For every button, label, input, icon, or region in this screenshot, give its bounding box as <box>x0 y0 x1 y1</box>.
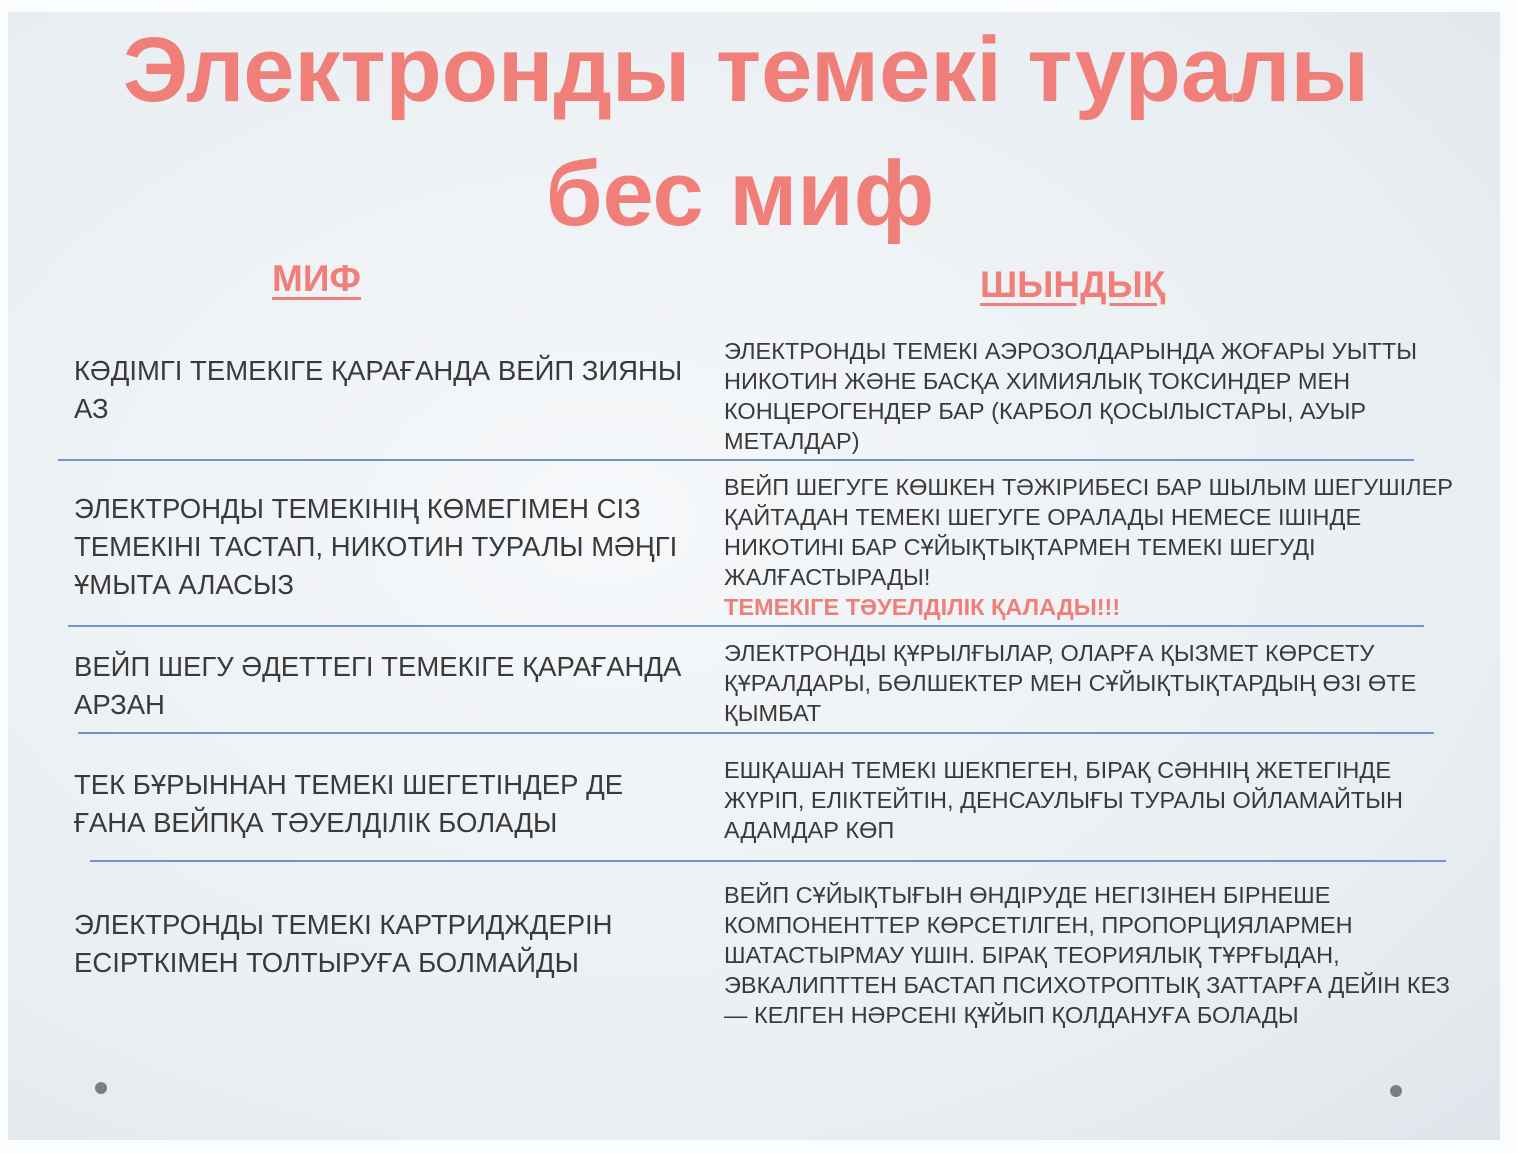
fact-text-2: ВЕЙП ШЕГУГЕ КӨШКЕН ТӘЖІРИБЕСІ БАР ШЫЛЫМ ШЕГУШІЛЕР ҚАЙТАДАН ТЕМЕКІ ШЕГУГЕ ОРАЛАДЫ НЕМЕСЕ ІШІНДЕ НИКОТИНІ БАР СҰЙЫҚТЫҚТАРМЕН ТЕМЕКІ ШЕГУДІ ЖАЛҒАСТЫРАДЫ! <box>724 474 1453 590</box>
row-divider-4 <box>90 860 1446 862</box>
myth-text-3: ВЕЙП ШЕГУ ӘДЕТТЕГІ ТЕМЕКІГЕ ҚАРАҒАНДА АРЗАН <box>74 651 682 720</box>
mounting-hole-right <box>1390 1085 1402 1097</box>
myth-text-5: ЭЛЕКТРОНДЫ ТЕМЕКІ КАРТРИДЖДЕРІН ЕСІРТКІМЕН ТОЛТЫРУҒА БОЛМАЙДЫ <box>74 909 613 978</box>
mounting-hole-left <box>95 1082 107 1094</box>
row-divider-1 <box>58 459 1414 461</box>
fact-text-3: ЭЛЕКТРОНДЫ ҚҰРЫЛҒЫЛАР, ОЛАРҒА ҚЫЗМЕТ КӨРСЕТУ ҚҰРАЛДАРЫ, БӨЛШЕКТЕР МЕН СҰЙЫҚТЫҚТАРДЫҢ ӨЗІ ӨТЕ ҚЫМБАТ <box>724 640 1417 726</box>
fact-block-2 <box>724 472 1464 622</box>
title-line-1: Электронды темекі туралы <box>122 19 1370 121</box>
column-header-fact: ШЫНДЫҚ <box>980 264 1166 305</box>
myth-text-2: ЭЛЕКТРОНДЫ ТЕМЕКІНІҢ КӨМЕГІМЕН СІЗ ТЕМЕКІНІ ТАСТАП, НИКОТИН ТУРАЛЫ МӘҢГІ ҰМЫТА АЛАСЫЗ <box>74 493 678 600</box>
fact-text-4: ЕШҚАШАН ТЕМЕКІ ШЕКПЕГЕН, БІРАҚ СӘННІҢ ЖЕТЕГІНДЕ ЖҮРІП, ЕЛІКТЕЙТІН, ДЕНСАУЛЫҒЫ ТУРАЛЫ ОЙЛАМАЙТЫН АДАМДАР КӨП <box>724 757 1404 843</box>
myth-text-1: КӘДІМГІ ТЕМЕКІГЕ ҚАРАҒАНДА ВЕЙП ЗИЯНЫ АЗ <box>74 355 683 424</box>
fact-highlight-2: ТЕМЕКІГЕ ТӘУЕЛДІЛІК ҚАЛАДЫ!!! <box>724 594 1121 620</box>
row-divider-2 <box>68 625 1424 627</box>
column-header-myth: МИФ <box>272 258 361 299</box>
row-divider-3 <box>78 732 1434 734</box>
fact-text-5: ВЕЙП СҰЙЫҚТЫҒЫН ӨНДІРУДЕ НЕГІЗІНЕН БІРНЕШЕ КОМПОНЕНТТЕР КӨРСЕТІЛГЕН, ПРОПОРЦИЯЛАРМЕН ШАТАСТЫРМАУ ҮШІН. БІРАҚ ТЕОРИЯЛЫҚ ТҰРҒЫДАН, ЭВКАЛИПТТЕН БАСТАП ПСИХОТРОПТЫҚ ЗАТТАРҒА ДЕЙІН КЕЗ — КЕЛГЕН НӘРСЕНІ ҚҰЙЫП ҚОЛДАНУҒА БОЛАДЫ <box>724 882 1450 1028</box>
title-line-2: бес миф <box>545 143 935 245</box>
fact-text-1: ЭЛЕКТРОНДЫ ТЕМЕКІ АЭРОЗОЛДАРЫНДА ЖОҒАРЫ УЫТТЫ НИКОТИН ЖӘНЕ БАСҚА ХИМИЯЛЫҚ ТОКСИНДЕР МЕН КОНЦЕРОГЕНДЕР БАР (КАРБОЛ ҚОСЫЛЫСТАРЫ, АУЫР МЕТАЛДАР) <box>724 338 1418 454</box>
myth-text-4: ТЕК БҰРЫННАН ТЕМЕКІ ШЕГЕТІНДЕР ДЕ ҒАНА ВЕЙПҚА ТӘУЕЛДІЛІК БОЛАДЫ <box>74 769 624 838</box>
